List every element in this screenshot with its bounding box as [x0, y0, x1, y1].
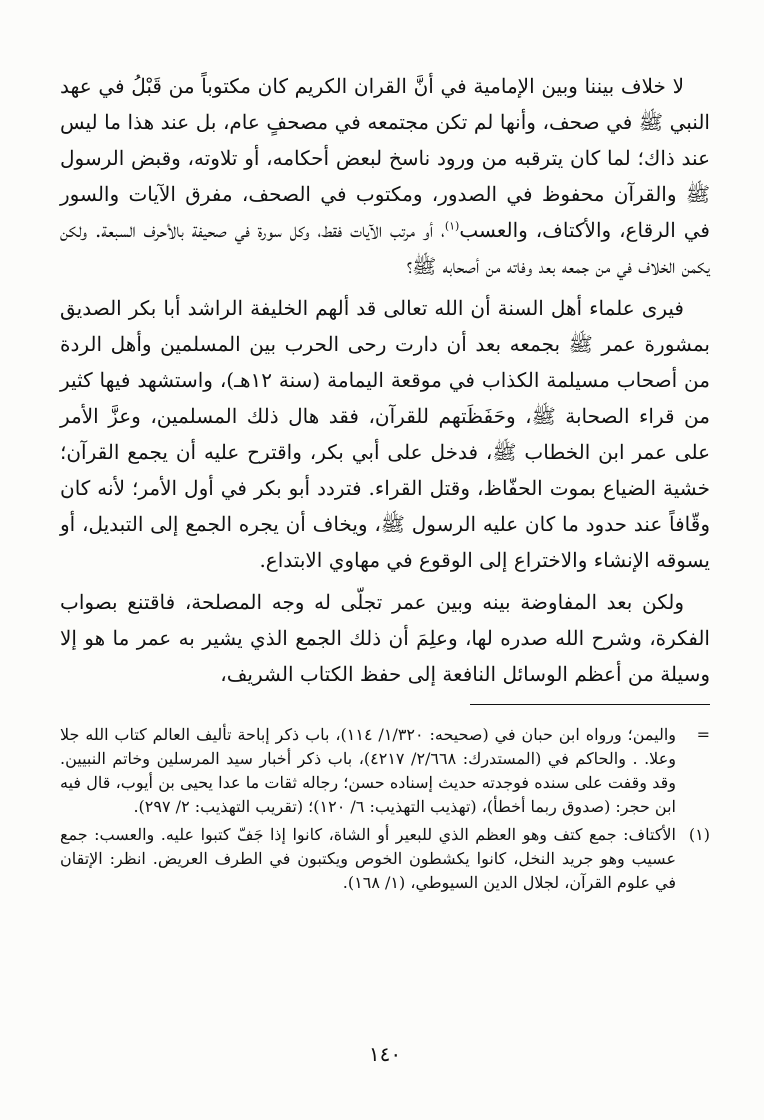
footnote-1: [60, 823, 710, 895]
footnote-text: واليمن؛ ورواه ابن حبان في (صحيحه: ١/٣٢٠/ ١١٤)، باب ذكر إباحة تأليف العالم كتاب الله جلا وعلا. . والحاكم في (المستدرك: ٢/٦٦٨/ ٤٢١٧)، باب ذكر أخبار سيد المرسلين وخاتم النبيين. وقد وقفت على سنده فوجدته حديث إسناده حسن؛ رجاله ثقات ما عدا يحيى بن أيوب، قال فيه ابن حجر: (صدوق ربما أخطأ)، (تهذيب التهذيب: ٦/ ١٢٠)؛ (تقريب التهذيب: ٢/ ٢٩٧).: [60, 725, 677, 816]
footnote-divider: [470, 704, 710, 705]
paragraph-2: فيرى علماء أهل السنة أن الله تعالى قد ألهم الخليفة الراشد أبا بكر الصديق بمشورة عمر ﷺ بجمعه بعد أن دارت رحى الحرب بين المسلمين وأهل الردة من أصحاب مسيلمة الكذاب في موقعة اليمامة (سنة ١٢هـ)، واستشهد فيها كثير من قراء الصحابة ﷺ، وحَفَظَتهم للقرآن، فقد هال ذلك المسلمين، وعزَّ الأمر على عمر ابن الخطاب ﷺ، فدخل على أبي بكر، واقترح عليه أن يجمع القرآن؛ خشية الضياع بموت الحفّاظ، وقتل القراء. فتردد أبو بكر في أول الأمر؛ لأنه كان وقّافاً عند حدود ما كان عليه الرسول ﷺ، ويخاف أن يجره الجمع إلى التبديل، أو يسوقه الإنشاء والاختراع إلى الوقوع في مهاوي الابتداع.: [60, 296, 710, 572]
paragraph-3: ولكن بعد المفاوضة بينه وبين عمر تجلّى له وجه المصلحة، فاقتنع بصواب الفكرة، وشرح الله صدره لها، وعلِمَ أن ذلك الجمع الذي يشير به عمر ما هو إلا وسيلة من أعظم الوسائل النافعة إلى حفظ الكتاب الشريف،: [60, 590, 710, 686]
page-number: ١٤٠: [368, 1042, 402, 1066]
paragraph-1: لا خلاف بيننا وبين الإمامية في أنَّ القران الكريم كان مكتوباً من قَبْلُ في عهد النبي ﷺ في صحف، وأنها لم تكن مجتمعه في مصحفٍ عام، بل عند هذا ما ليس عند ذاك؛ لما كان يترقبه من ورود ناسخ لبعض أحكامه، أو تلاوته، وقبض الرسول ﷺ والقرآن محفوظ في الصدور، ومكتوب في الصحف، مفرق الآيات والسور في الرقاع، والأكتاف، والعسب$^{(١)}$، أو مرتب الآيات فقط، وكل سورة في صحيفة بالأحرف السبعة. ولكن يكمن الخلاف في من جمعه بعد وفاته من أصحابه ﷺ؟: [60, 74, 710, 278]
footnote-mark: (١): [688, 825, 710, 844]
footnote-ref[interactable]: (١): [444, 219, 460, 233]
footnote-text: الأكتاف: جمع كتف وهو العظم الذي للبعير أو الشاة، كانوا إذا جَفّ كتبوا عليه. والعسب: جمع عسيب وهو جريد النخل، كانوا يكشطون الخوص ويكتبون في الطرف العريض. انظر: الإتقان في علوم القرآن، لجلال الدين السيوطي، (١/ ١٦٨).: [60, 825, 676, 892]
main-text: [60, 68, 710, 692]
book-page: [60, 68, 710, 1108]
footnotes: [60, 723, 710, 895]
footnote-continuation: [60, 723, 710, 819]
footnote-mark: =: [696, 725, 710, 744]
